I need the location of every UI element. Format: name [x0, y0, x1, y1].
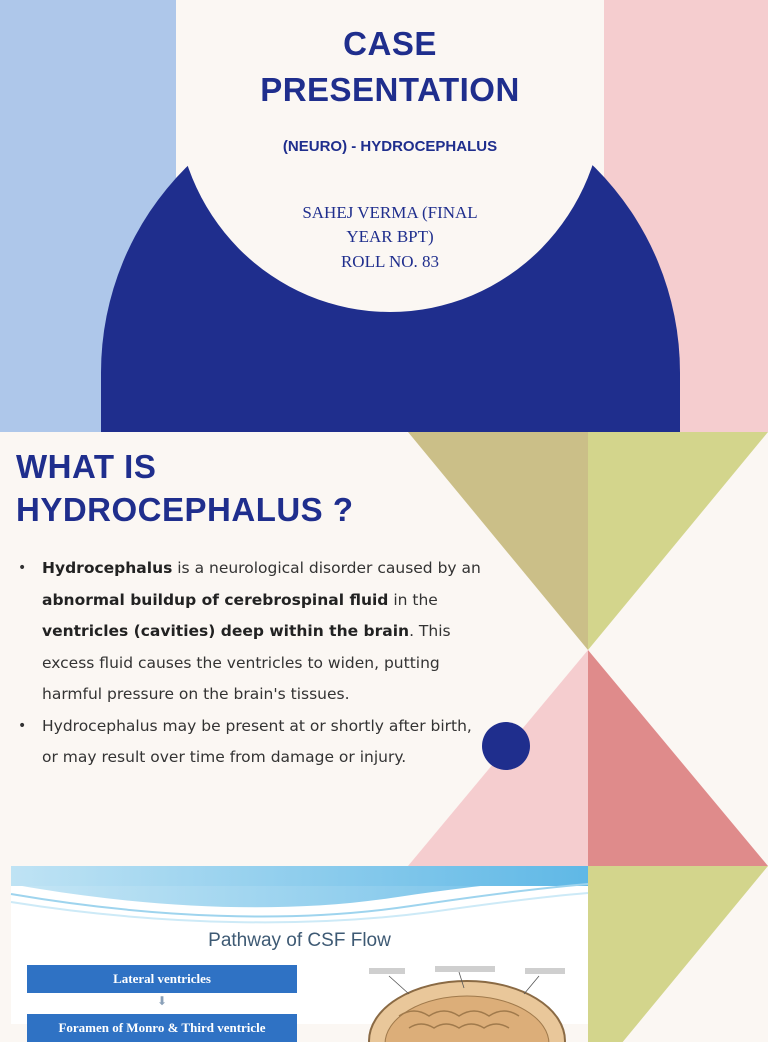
author-line2: YEAR BPT)	[346, 227, 434, 246]
definition-slide	[0, 432, 768, 866]
bullet-text: is a neurological disorder caused by an	[172, 559, 481, 577]
csf-pathway-slide	[0, 866, 768, 1035]
down-arrow-icon: ⬇	[157, 994, 168, 1008]
bullet-icon: •	[18, 560, 27, 576]
slide-title-line2: PRESENTATION	[260, 71, 520, 108]
author-line1: SAHEJ VERMA (FINAL	[302, 203, 478, 222]
third-ventricle-box: Foramen of Monro & Third ventricle	[27, 1014, 297, 1042]
navy-dot	[482, 722, 530, 770]
title-slide	[0, 0, 768, 432]
emphasis-bold: ventricles (cavities) deep within the brain	[42, 622, 410, 640]
lime-triangle	[588, 432, 768, 650]
brain-diagram-illustration	[349, 966, 579, 1036]
image-title: Pathway of CSF Flow	[208, 930, 391, 951]
bullet-icon: •	[18, 717, 27, 734]
csf-flow-image	[11, 866, 588, 1035]
slide-subtitle: (NEURO) - HYDROCEPHALUS	[282, 138, 498, 155]
term-bold: Hydrocephalus	[42, 559, 173, 577]
bullet-text: in the	[388, 590, 438, 609]
bullet-list	[18, 553, 488, 774]
salmon-triangle	[588, 650, 768, 866]
lateral-ventricles-box: Lateral ventricles	[27, 965, 297, 993]
bullet-text: Hydrocephalus may be present at or shortly after birth, or may result over time from damage or injury.	[42, 716, 472, 766]
bullet-item-definition	[18, 553, 488, 711]
emphasis-bold: abnormal buildup of cerebrospinal fluid	[42, 590, 389, 609]
slide-title-line1: CASE	[343, 25, 437, 62]
roll-number: ROLL NO. 83	[340, 252, 440, 271]
bullet-item-onset	[18, 711, 488, 774]
section-heading-line2: HYDROCEPHALUS ?	[16, 491, 354, 528]
lime-triangle	[588, 866, 768, 1042]
section-heading-line1: WHAT IS	[16, 448, 157, 485]
blue-wave-banner	[11, 866, 588, 936]
bullet-text: . This excess fluid causes the ventricles to widen, putting harmful pressure on the brain's tissues.	[42, 622, 451, 703]
